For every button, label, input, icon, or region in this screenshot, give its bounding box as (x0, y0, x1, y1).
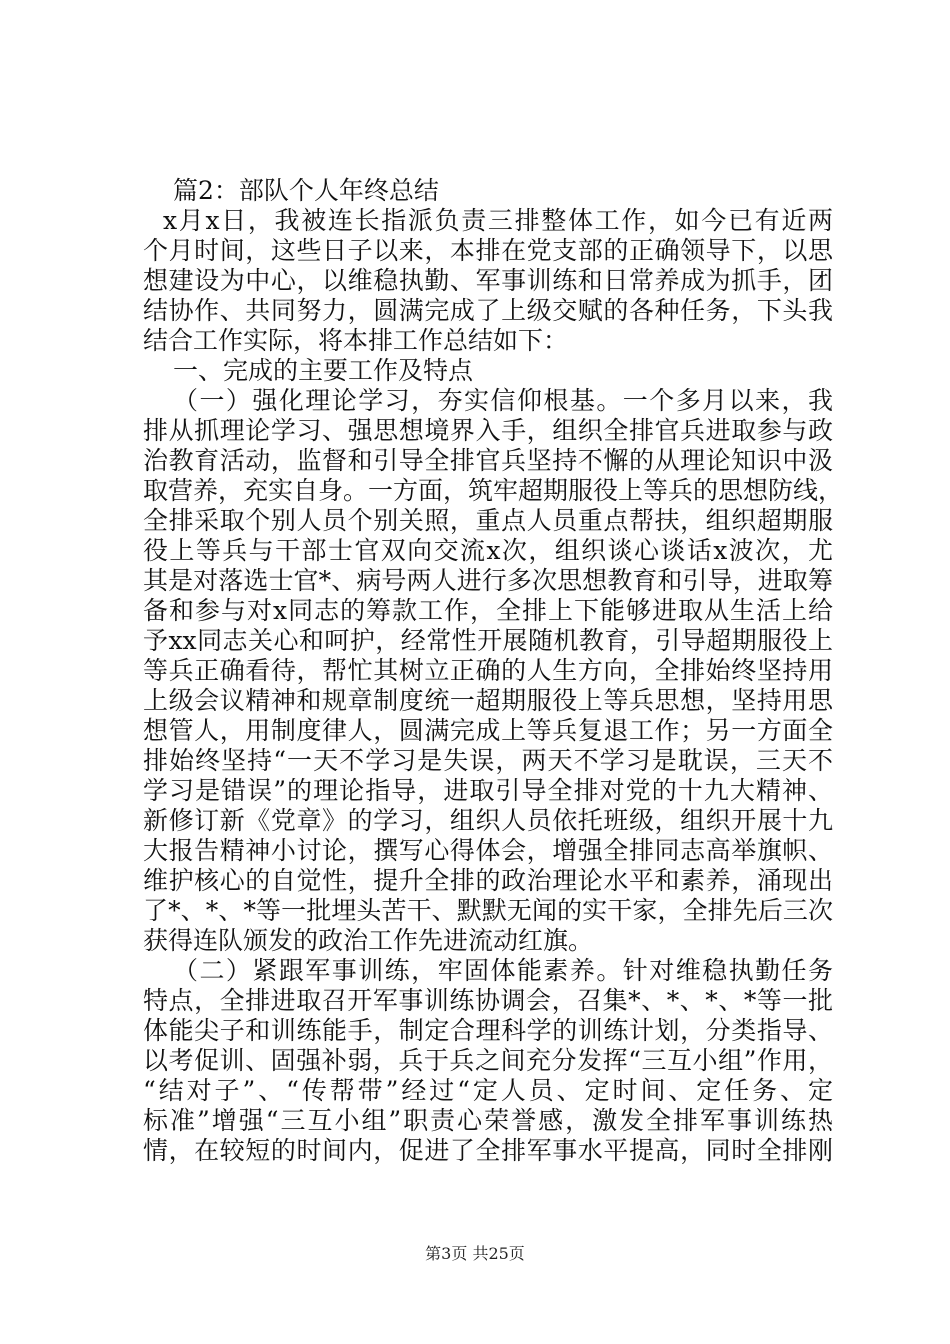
paragraph-line: （二）紧跟军事训练，牢固体能素养。针对维稳执勤任务 (173, 956, 833, 985)
paragraph-line: 想管人，用制度律人，圆满完成上等兵复退工作；另一方面全 (143, 716, 833, 745)
paragraph-line: （一）强化理论学习，夯实信仰根基。一个多月以来，我 (173, 386, 833, 415)
document-body (143, 176, 844, 1166)
paragraph-line: “结对子”、“传帮带”经过“定人员、定时间、定任务、定 (143, 1076, 833, 1105)
section-title: 篇2：部队个人年终总结 (173, 176, 439, 205)
paragraph-line: 排始终坚持“一天不学习是失误，两天不学习是耽误，三天不 (143, 746, 833, 775)
paragraph-line: 结协作、共同努力，圆满完成了上级交赋的各种任务，下头我 (143, 296, 833, 325)
paragraph-line: 以考促训、固强补弱，兵于兵之间充分发挥“三互小组”作用， (143, 1046, 833, 1075)
paragraph-line: 大报告精神小讨论，撰写心得体会，增强全排同志高举旗帜、 (143, 836, 833, 865)
paragraph-line: 学习是错误”的理论指导，进取引导全排对党的十九大精神、 (143, 776, 833, 805)
paragraph-line: 获得连队颁发的政治工作先进流动红旗。 (143, 926, 594, 955)
paragraph-line: 情，在较短的时间内，促进了全排军事水平提高，同时全排刚 (143, 1136, 833, 1165)
subheading: 一、完成的主要工作及特点 (173, 356, 474, 385)
paragraph-line: 予xx同志关心和呵护，经常性开展随机教育，引导超期服役上 (143, 626, 833, 655)
paragraph-line: 全排采取个别人员个别关照，重点人员重点帮扶，组织超期服 (143, 506, 833, 535)
paragraph-line: 治教育活动，监督和引导全排官兵坚持不懈的从理论知识中汲 (143, 446, 833, 475)
paragraph-line: 役上等兵与干部士官双向交流x次，组织谈心谈话x波次，尤 (143, 536, 833, 565)
paragraph-line: 维护核心的自觉性，提升全排的政治理论水平和素养，涌现出 (143, 866, 833, 895)
paragraph-line: 结合工作实际，将本排工作总结如下： (143, 326, 569, 355)
paragraph-line: 排从抓理论学习、强思想境界入手，组织全排官兵进取参与政 (143, 416, 833, 445)
paragraph-line: 新修订新《党章》的学习，组织人员依托班级，组织开展十九 (143, 806, 833, 835)
paragraph-line: 特点，全排进取召开军事训练协调会，召集*、*、*、*等一批 (143, 986, 833, 1015)
paragraph-line: 其是对落选士官*、病号两人进行多次思想教育和引导，进取筹 (143, 566, 833, 595)
paragraph-line: 了*、*、*等一批埋头苦干、默默无闻的实干家，全排先后三次 (143, 896, 833, 925)
paragraph-line: 等兵正确看待，帮忙其树立正确的人生方向，全排始终坚持用 (143, 656, 833, 685)
paragraph-line: 标准”增强“三互小组”职责心荣誉感，激发全排军事训练热 (143, 1106, 833, 1135)
paragraph-line: 取营养，充实自身。一方面，筑牢超期服役上等兵的思想防线， (143, 476, 844, 505)
paragraph-line: 体能尖子和训练能手，制定合理科学的训练计划，分类指导、 (143, 1016, 833, 1045)
paragraph-line: x月x日，我被连长指派负责三排整体工作，如今已有近两 (163, 206, 833, 235)
paragraph-line: 个月时间，这些日子以来，本排在党支部的正确领导下，以思 (143, 236, 833, 265)
paragraph-line: 上级会议精神和规章制度统一超期服役上等兵思想，坚持用思 (143, 686, 833, 715)
paragraph-line: 备和参与对x同志的筹款工作，全排上下能够进取从生活上给 (143, 596, 833, 625)
page-number-footer: 第3页 共25页 (425, 1244, 525, 1263)
paragraph-line: 想建设为中心，以维稳执勤、军事训练和日常养成为抓手，团 (143, 266, 833, 295)
